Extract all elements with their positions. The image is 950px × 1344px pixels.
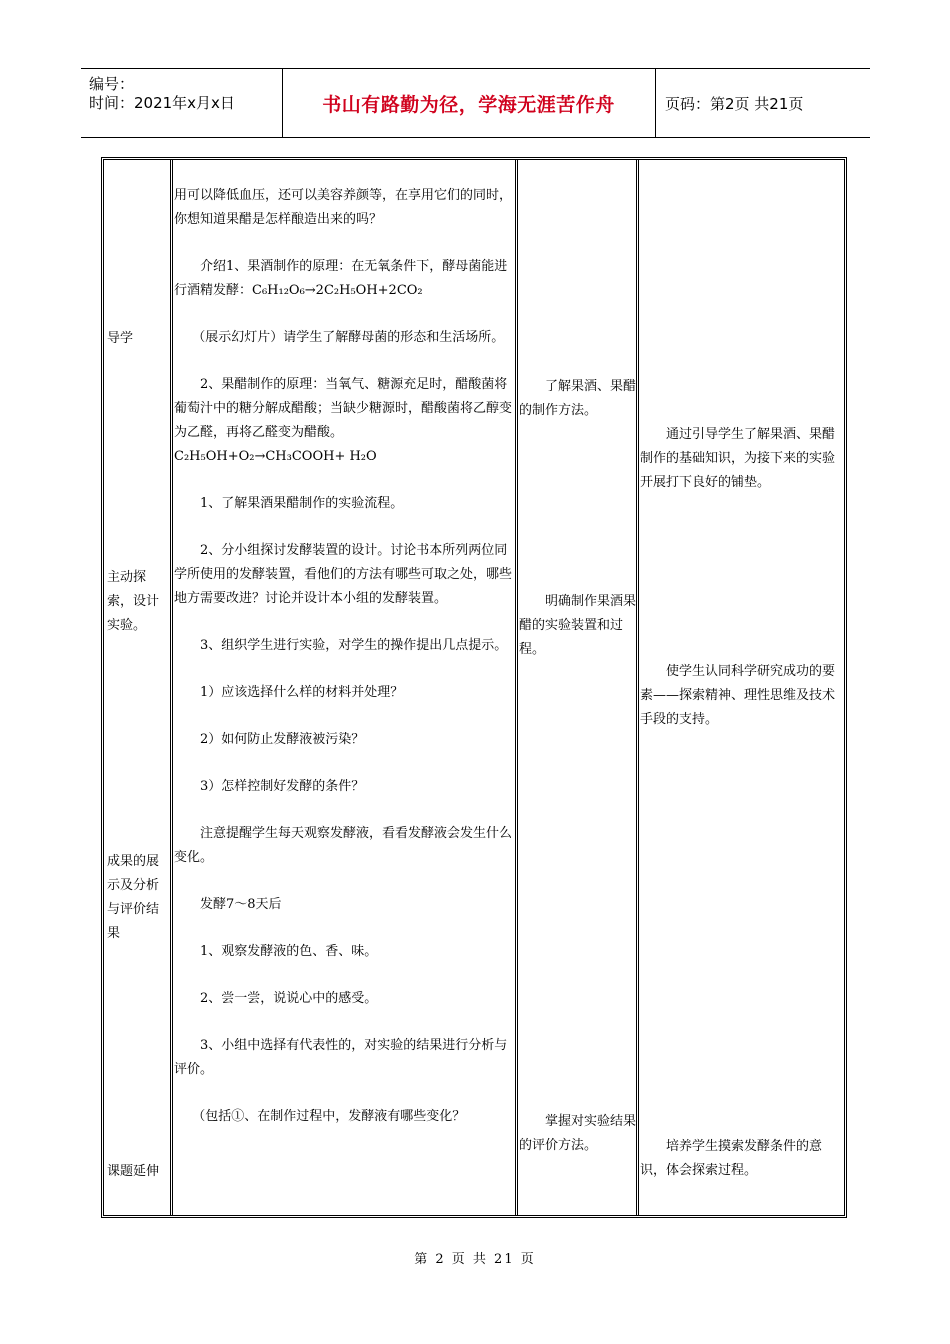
teacher-paragraph: 2、果醋制作的原理：当氧气、糖源充足时，醋酸菌将葡萄汁中的糖分解成醋酸；当缺少糖源时，醋酸菌将乙醇变为乙醛，再将乙醛变为醋酸。C₂H₅OH+O₂→CH₃COOH+ H₂O bbox=[174, 377, 513, 464]
teacher-paragraph: 2）如何防止发酵液被污染？ bbox=[200, 732, 365, 747]
teacher-paragraph: 1）应该选择什么样的材料并处理？ bbox=[200, 685, 404, 700]
column-divider bbox=[170, 160, 173, 1215]
column-divider bbox=[515, 160, 518, 1215]
teacher-paragraph: 介绍1、果酒制作的原理：在无氧条件下，酵母菌能进行酒精发酵：C₆H₁₂O₆→2C₂H₅OH+2CO₂ bbox=[174, 259, 508, 298]
date-label: 时间：2021年x月x日 bbox=[89, 94, 235, 112]
lesson-table bbox=[101, 157, 847, 1218]
column-divider bbox=[636, 160, 639, 1215]
teacher-paragraph: 3、小组中选择有代表性的，对实验的结果进行分析与评价。 bbox=[174, 1038, 508, 1077]
teacher-paragraph: （包括①、在制作过程中，发酵液有哪些变化？ bbox=[192, 1109, 466, 1124]
stage-explore: 主动探索，设计实验。 bbox=[107, 570, 160, 633]
student-activity: 了解果酒、果醋的制作方法。 bbox=[519, 379, 637, 418]
header-motto: 书山有路勤为径，学海无涯苦作舟 bbox=[322, 93, 615, 116]
teacher-paragraph: 发酵7～8天后 bbox=[200, 897, 282, 912]
teacher-paragraph: 用可以降低血压，还可以美容养颜等，在享用它们的同时，你想知道果醋是怎样酿造出来的吗？ bbox=[174, 188, 513, 227]
teacher-paragraph: 3、组织学生进行实验，对学生的操作提出几点提示。 bbox=[200, 638, 508, 653]
code-label: 编号： bbox=[89, 75, 135, 93]
stage-extend: 课题延伸 bbox=[107, 1164, 160, 1179]
student-activity: 掌握对实验结果的评价方法。 bbox=[519, 1114, 637, 1153]
stage-guide: 导学 bbox=[107, 331, 134, 346]
teacher-paragraph: 注意提醒学生每天观察发酵液，看看发酵液会发生什么变化。 bbox=[174, 826, 513, 865]
stage-results: 成果的展示及分析与评价结果 bbox=[107, 854, 160, 941]
page-footer: 第 2 页 共 21 页 bbox=[414, 1252, 536, 1267]
student-activity: 明确制作果酒果醋的实验装置和过程。 bbox=[519, 594, 637, 657]
teacher-paragraph: （展示幻灯片）请学生了解酵母菌的形态和生活场所。 bbox=[192, 330, 505, 345]
design-intent: 通过引导学生了解果酒、果醋制作的基础知识，为接下来的实验开展打下良好的铺垫。 bbox=[640, 427, 836, 490]
teacher-paragraph: 1、了解果酒果醋制作的实验流程。 bbox=[200, 496, 404, 511]
teacher-paragraph: 2、尝一尝，说说心中的感受。 bbox=[200, 991, 378, 1006]
header-meta bbox=[81, 69, 281, 137]
header-page-info: 页码：第2页 共21页 bbox=[665, 94, 804, 113]
design-intent: 培养学生摸索发酵条件的意识，体会探索过程。 bbox=[640, 1139, 823, 1178]
header-divider bbox=[655, 69, 656, 137]
teacher-paragraph: 3）怎样控制好发酵的条件？ bbox=[200, 779, 365, 794]
page-header bbox=[81, 68, 870, 138]
design-intent: 使学生认同科学研究成功的要素——探索精神、理性思维及技术手段的支持。 bbox=[640, 664, 836, 727]
teacher-activity bbox=[174, 184, 514, 1129]
teacher-paragraph: 2、分小组探讨发酵装置的设计。讨论书本所列两位同学所使用的发酵装置，看他们的方法有哪些可取之处，哪些地方需要改进？讨论并设计本小组的发酵装置。 bbox=[174, 543, 513, 606]
teacher-paragraph: 1、观察发酵液的色、香、味。 bbox=[200, 944, 378, 959]
